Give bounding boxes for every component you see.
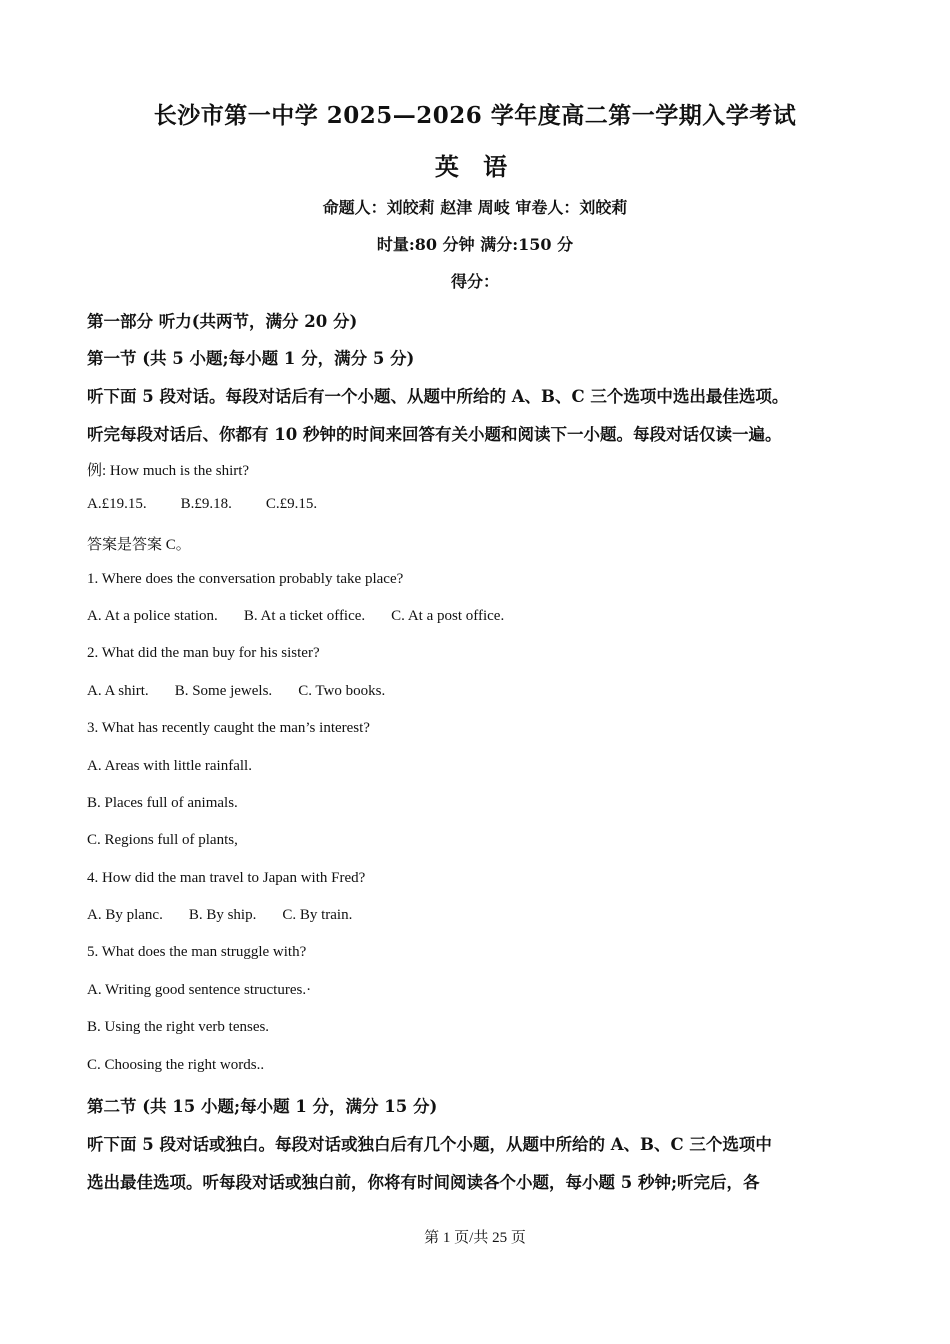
subject-title: 英 语 — [434, 152, 516, 181]
q4-option-c: C. By train. — [282, 907, 353, 923]
time-score-line: 时量:80 分钟 满分:150 分 — [376, 235, 574, 254]
example-answer: 答案是答案 C。 — [87, 537, 191, 553]
school-title: 长沙市第一中学 2025—2026 学年度高二第一学期入学考试 — [153, 102, 797, 129]
q3-option-a: A. Areas with little rainfall. — [87, 758, 252, 774]
example-options — [87, 496, 351, 513]
page-number: 第 1 页/共 25 页 — [424, 1230, 526, 1246]
q2-option-b: B. Some jewels. — [174, 683, 273, 699]
authors-line: 命题人：刘皎莉 赵津 周岐 审卷人：刘皎莉 — [322, 198, 628, 217]
question-1: 1. Where does the conversation probably take place? — [87, 571, 404, 587]
q2-option-c: C. Two books. — [298, 683, 386, 699]
section2-instructions-line-1: 听下面 5 段对话或独白。每段对话或独白后有几个小题，从题中所给的 A、B、C 三个选项中 — [87, 1135, 772, 1154]
q1-option-b: B. At a ticket office. — [243, 608, 366, 624]
question-4: 4. How did the man travel to Japan with Fred? — [87, 870, 366, 886]
instructions-line-1: 听下面 5 段对话。每段对话后有一个小题、从题中所给的 A、B、C 三个选项中选出最佳选项。 — [87, 387, 789, 406]
q2-option-a: A. A shirt. — [87, 683, 149, 699]
part1-heading: 第一部分 听力(共两节，满分 20 分) — [87, 312, 358, 331]
q3-option-b: B. Places full of animals. — [87, 795, 238, 811]
question-4-options — [87, 907, 378, 924]
question-3: 3. What has recently caught the man’s interest? — [87, 720, 370, 736]
q5-option-c: C. Choosing the right words.. — [87, 1057, 265, 1073]
example-question: 例: How much is the shirt? — [87, 463, 250, 479]
example-option-c: C.£9.15. — [265, 496, 318, 512]
example-option-b: B.£9.18. — [180, 496, 232, 512]
q5-option-b: B. Using the right verb tenses. — [87, 1019, 270, 1035]
question-1-options — [87, 608, 530, 625]
example-option-a: A.£19.15. — [87, 496, 147, 512]
instructions-line-2: 听完每段对话后、你都有 10 秒钟的时间来回答有关小题和阅读下一小题。每段对话仅读一遍。 — [87, 425, 782, 444]
score-label: 得分： — [450, 272, 499, 291]
q4-option-a: A. By planc. — [87, 907, 163, 923]
q5-option-a: A. Writing good sentence structures.· — [87, 982, 312, 998]
q1-option-a: A. At a police station. — [87, 608, 218, 624]
question-2-options — [87, 683, 411, 700]
q4-option-b: B. By ship. — [188, 907, 257, 923]
section1-heading: 第一节 (共 5 小题;每小题 1 分，满分 5 分) — [87, 349, 415, 368]
q1-option-c: C. At a post office. — [391, 608, 505, 624]
section2-heading: 第二节 (共 15 小题;每小题 1 分，满分 15 分) — [87, 1097, 438, 1116]
question-2: 2. What did the man buy for his sister? — [87, 645, 320, 661]
section2-instructions-line-2: 选出最佳选项。听每段对话或独白前，你将有时间阅读各个小题，每小题 5 秒钟;听完后，各 — [87, 1173, 760, 1192]
question-5: 5. What does the man struggle with? — [87, 944, 307, 960]
q3-option-c: C. Regions full of plants, — [87, 832, 238, 848]
